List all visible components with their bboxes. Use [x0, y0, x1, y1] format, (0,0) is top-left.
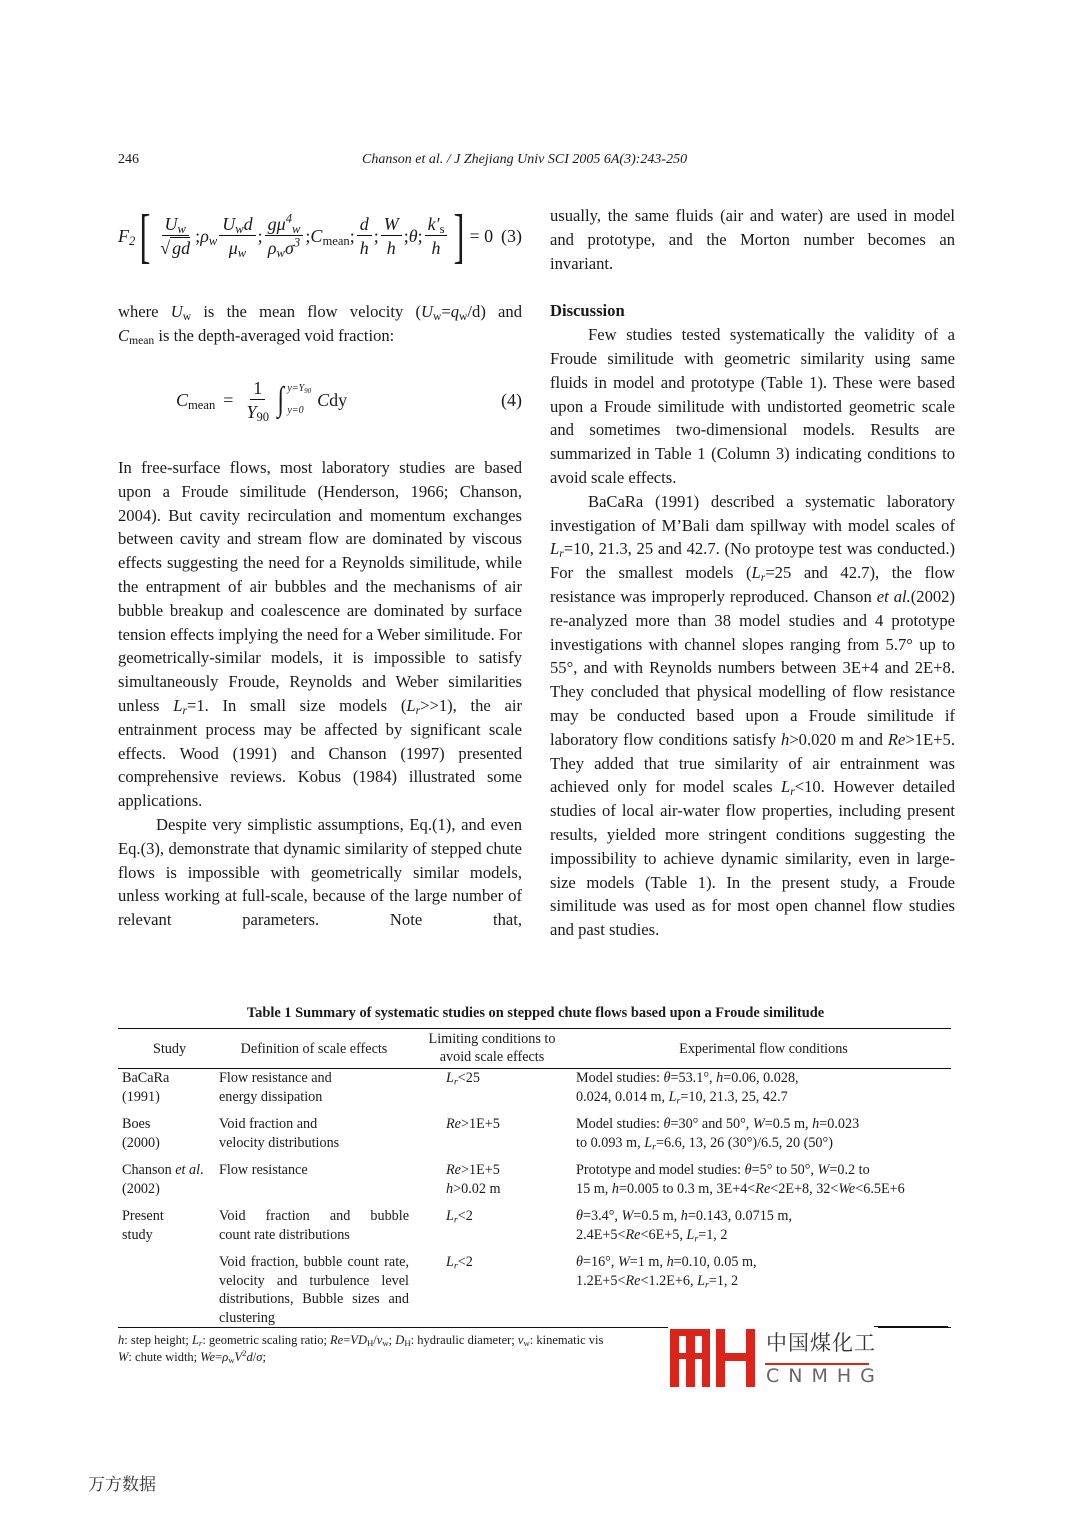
- eq3-function: [118, 226, 135, 247]
- sym: h: [680, 1208, 688, 1224]
- footnote-line: [118, 1332, 678, 1349]
- sym: q: [450, 302, 460, 321]
- sym: μ: [228, 237, 238, 258]
- sub: r: [415, 703, 421, 717]
- text: >1E+5: [460, 1116, 500, 1132]
- paragraph-despite: Despite very simplistic assumptions, Eq.(1), and even Eq.(3), demonstrate that dynamic similarity of stepped chute flows is impossible with geometrically similar models, unless working at full-scale, because of the large number of relevant parameters. Note that,: [118, 814, 522, 930]
- text: =0.143, 0.0715 m,: [687, 1208, 793, 1224]
- line: [576, 1226, 951, 1245]
- sym: Re: [446, 1116, 461, 1132]
- text: =3.4°,: [582, 1208, 622, 1224]
- line: [446, 1180, 562, 1199]
- frac-num: d: [357, 213, 372, 236]
- sym: D: [395, 1333, 405, 1347]
- text: 15 m,: [576, 1180, 612, 1197]
- right-bracket: ]: [453, 203, 465, 269]
- cell-conditions: [576, 1115, 951, 1152]
- text: <2: [457, 1254, 473, 1270]
- sym: W: [617, 1254, 630, 1270]
- text: Flow resistance and: [219, 1070, 332, 1086]
- eq3-rhs: = 0: [469, 225, 494, 246]
- sym: L: [191, 1333, 199, 1347]
- eq3-term-dh: [357, 213, 372, 260]
- line: [576, 1272, 951, 1291]
- cell-conditions: [576, 1207, 951, 1244]
- paragraph-froude: [118, 456, 522, 813]
- frac-num: W: [381, 213, 402, 236]
- text: study: [122, 1226, 153, 1243]
- sym: h: [611, 1180, 619, 1197]
- eq3-term-wh: [381, 213, 402, 260]
- sym: gd: [172, 237, 191, 258]
- text: >1E+5: [460, 1162, 500, 1178]
- sub: r: [652, 1140, 656, 1152]
- eq3-theta: θ: [408, 225, 418, 246]
- sym: θ: [576, 1254, 583, 1270]
- sub: r: [453, 1214, 458, 1226]
- text: =: [343, 1333, 351, 1347]
- line: [576, 1134, 951, 1153]
- sub: w: [208, 233, 218, 248]
- cell-definition: [219, 1069, 409, 1106]
- sym: C: [118, 325, 130, 345]
- sym: h: [812, 1116, 820, 1132]
- text: .: [200, 1162, 204, 1178]
- text: >1E+5. They added that true similarity of air entrainment was achieved only for model scales: [550, 729, 955, 797]
- integral-limits: [287, 378, 311, 422]
- text: is the depth-averaged void fraction:: [154, 325, 395, 345]
- footnote-rule-fragment: [874, 1326, 948, 1327]
- section-heading-discussion: Discussion: [550, 301, 625, 321]
- text: (1991): [122, 1088, 160, 1105]
- sym: U: [222, 213, 236, 234]
- equation-3: $F_2$ [ $\frac{U_w}{√ gd}$ ; $\rho_w$ $\frac{U_wd}{\mu_w}$ ; $\frac{g\mu^4_w}{\rho_w\sigma^3}$ ; $C_{mean}$ ; $\frac{d}{h}$ ; $\frac{W}{h}$ ; θ ; $\frac{k'_s}{h}$ ] = 0 (3): [118, 203, 522, 269]
- sub: H: [404, 1338, 411, 1349]
- frac-den: [265, 236, 303, 260]
- text: =0.2 to: [829, 1162, 870, 1178]
- line: [576, 1069, 951, 1088]
- lower-limit: y=0: [287, 405, 304, 416]
- sub: r: [676, 1094, 681, 1106]
- sym: k′: [427, 213, 440, 234]
- sym: C: [310, 225, 323, 246]
- eq3-term-reynolds: [219, 213, 255, 260]
- text: Model studies:: [576, 1070, 664, 1086]
- text: BaCaRa (1991) described a systematic laboratory investigation of M’Bali dam spillway with model scales of: [550, 491, 955, 535]
- sym: θ: [576, 1208, 583, 1224]
- text: >>1), the air entrainment process may be affected by significant scale effects. Wood (1991) and Chanson (1997) presented comprehensive reviews. Kobus (1984) illustrated some applications.: [118, 695, 523, 811]
- cell-limiting: [422, 1115, 562, 1134]
- eq3-rho: [200, 226, 217, 247]
- line: [576, 1207, 951, 1226]
- text: : kinematic vis: [529, 1333, 604, 1347]
- eq3-f: F: [118, 225, 129, 246]
- text: <25: [457, 1070, 480, 1086]
- sub: r: [559, 547, 564, 561]
- line: [576, 1115, 951, 1134]
- frac-num: [219, 213, 255, 236]
- sym: σ: [284, 237, 294, 258]
- text: =5° to 50°,: [751, 1162, 818, 1178]
- frac-den: √ gd: [160, 237, 191, 258]
- footnote-line: [118, 1349, 678, 1366]
- sub: w: [177, 221, 186, 236]
- frac-num: [265, 210, 304, 236]
- sym: L: [644, 1134, 653, 1151]
- text: where: [118, 302, 171, 321]
- sym: h: [446, 1180, 454, 1197]
- eq4-integrand: C: [317, 389, 330, 410]
- sym: V: [234, 1350, 243, 1364]
- sym: L: [446, 1208, 454, 1224]
- line: [122, 1161, 232, 1180]
- sym: W: [817, 1162, 830, 1178]
- sub: r: [182, 703, 187, 717]
- cell-definition: [219, 1115, 409, 1152]
- eq3-term-morton: [265, 210, 304, 260]
- text: <10. However detailed studies of local air-water flow properties, including present results, yielded more stringent conditions suggesting the impossibility to achieve dynamic similarity, even in large-size models (Table 1). In the present study, a Froude similitude was used as for most open channel flow studies and past studies.: [550, 777, 955, 940]
- sym: ν: [376, 1333, 383, 1347]
- upper-limit: [287, 378, 311, 400]
- sym: U: [164, 213, 178, 234]
- sup: 4: [285, 210, 292, 225]
- header-conditions: Experimental flow conditions: [679, 1041, 848, 1057]
- sym: Re: [625, 1272, 641, 1289]
- eq4-number: (4): [501, 389, 522, 410]
- sub: w: [235, 221, 244, 236]
- eq3-number: (3): [501, 225, 522, 246]
- sub: w: [523, 1338, 530, 1349]
- sub: r: [198, 1338, 203, 1349]
- text: Void fraction and: [219, 1116, 318, 1132]
- text: =0.5 m,: [764, 1116, 813, 1132]
- sym: Re: [887, 729, 906, 749]
- mh-logo-icon: [670, 1329, 760, 1387]
- frac-num: [425, 213, 448, 236]
- cell-study: [122, 1161, 232, 1198]
- logo-english-text: CNMHG: [766, 1365, 884, 1387]
- left-column-body: [118, 456, 522, 932]
- cell-limiting: [422, 1253, 562, 1272]
- sub: mean: [129, 333, 155, 347]
- text: Chanson: [122, 1162, 176, 1178]
- sym: d: [243, 213, 253, 234]
- text: /d) and: [467, 302, 523, 321]
- line: [576, 1088, 951, 1107]
- line: [576, 1161, 951, 1180]
- sub: r: [453, 1076, 458, 1088]
- running-head: Chanson et al. / J Zhejiang Univ SCI 2005 6A(3):243-250: [362, 152, 688, 167]
- eq3-cmean: [310, 226, 349, 247]
- text: =10, 21.3, 25 and 42.7. (No protoype test was conducted.) For the smallest models (: [550, 539, 955, 583]
- sym: Re: [446, 1162, 461, 1178]
- text: y=Y: [287, 383, 305, 394]
- sym: V: [350, 1333, 358, 1347]
- paragraph-bacara: [550, 490, 955, 942]
- frac-den: [226, 236, 249, 260]
- sym: L: [446, 1254, 454, 1270]
- wanfang-watermark: 万方数据: [88, 1475, 156, 1495]
- sym: C: [176, 389, 189, 410]
- text: : step height;: [124, 1333, 192, 1347]
- sym: ν: [517, 1333, 524, 1347]
- frac-den: [243, 400, 272, 424]
- sym: σ: [256, 1350, 263, 1364]
- sym: U: [170, 302, 183, 321]
- sym: L: [173, 695, 183, 715]
- frac-den: h: [386, 237, 396, 258]
- cell-limiting: [422, 1207, 562, 1226]
- text: /: [373, 1333, 377, 1347]
- sym: ρ: [222, 1350, 229, 1364]
- sub: r: [453, 1260, 458, 1272]
- sub: mean: [322, 233, 350, 248]
- sym: θ: [663, 1070, 671, 1086]
- text: : geometric scaling ratio;: [202, 1333, 331, 1347]
- line: [446, 1161, 562, 1180]
- text: =1, 2: [698, 1226, 728, 1243]
- sym: We: [200, 1350, 216, 1364]
- sup: 3: [293, 234, 301, 249]
- text: =10, 21.3, 25, 42.7: [680, 1088, 788, 1105]
- sym: ρ: [267, 237, 277, 258]
- text: Boes: [122, 1116, 151, 1132]
- text: =0.10, 0.05 m,: [673, 1254, 757, 1270]
- sym: h: [666, 1254, 674, 1270]
- line: [576, 1253, 951, 1272]
- cell-limiting: [422, 1161, 562, 1198]
- text: In free-surface flows, most laboratory studies are based upon a Froude similitude (Henderson, 1966; Chanson, 2004). But cavity recirculation and momentum exchanges between cavity and stream flow are dominated by viscous effects suggesting the need for a Reynolds similitude, while the entrapment of air bubbles and the mechanisms of air bubble breakup and coalescence are dominated by surface tension effects implying the need for a Weber similitude. For geometrically-similar models, it is impossible to satisfy simultaneously Froude, Reynolds and Weber similarities unless: [118, 458, 522, 715]
- sym: μ: [276, 213, 286, 234]
- sub: w: [237, 245, 247, 260]
- text: <2E+8, 32<: [770, 1180, 839, 1197]
- sub: r: [704, 1278, 709, 1290]
- text: et al.: [876, 586, 911, 606]
- left-bracket: [: [139, 203, 151, 269]
- sym: h: [118, 1333, 125, 1347]
- eq3-f-sub: 2: [129, 233, 136, 248]
- text: =1 m,: [629, 1254, 667, 1270]
- equation-4: [118, 372, 522, 428]
- sym: W: [752, 1116, 765, 1132]
- frac-num: 1: [250, 377, 265, 400]
- text: : hydraulic diameter;: [410, 1333, 518, 1347]
- cell-definition: [219, 1207, 409, 1244]
- sub: w: [459, 309, 468, 323]
- line: [576, 1180, 951, 1199]
- table-footnote: [118, 1332, 678, 1366]
- sym: Re: [755, 1180, 771, 1197]
- integral-sign: ∫: [277, 381, 284, 418]
- text: (2002) re-analyzed more than 38 model studies and 4 prototype investigations with channel slopes ranging from 5.7° up to 55°, and with Reynolds numbers between 3E+4 and 2E+8. They concluded that physical modelling of flow resistance may be conducted based upon a Froude similitude if laboratory flow conditions satisfy: [550, 586, 955, 749]
- table-top-rule: [118, 1028, 951, 1029]
- cmean-line: [118, 324, 522, 348]
- text: =53.1°,: [670, 1070, 717, 1086]
- frac-den: h: [431, 237, 441, 258]
- text: <6E+5,: [640, 1226, 687, 1243]
- sym: ρ: [200, 225, 209, 246]
- text: =1, 2: [708, 1272, 739, 1289]
- sym: L: [697, 1272, 705, 1289]
- paragraph-continuation: usually, the same fluids (air and water) are used in model and prototype, and the Morton number becomes an invariant.: [550, 206, 955, 273]
- right-column: [550, 204, 955, 942]
- sym: h: [716, 1070, 724, 1086]
- text: (2000): [122, 1134, 160, 1151]
- sub: mean: [188, 397, 216, 412]
- text: =: [215, 1350, 223, 1364]
- text: =0.5 m,: [633, 1208, 681, 1224]
- cell-conditions: [576, 1161, 951, 1198]
- cell-conditions: [576, 1253, 951, 1290]
- sym: Re: [330, 1333, 344, 1347]
- cell-conditions: [576, 1069, 951, 1106]
- cell-study: [122, 1207, 217, 1244]
- sub: 90: [304, 386, 312, 395]
- eq3-term-ksh: [425, 213, 448, 260]
- sym: We: [838, 1180, 856, 1197]
- sym: L: [446, 1070, 454, 1086]
- text: Present: [122, 1208, 164, 1224]
- sym: h: [781, 729, 790, 749]
- sub: 90: [256, 409, 270, 424]
- sub: r: [694, 1232, 699, 1244]
- sym: g: [267, 213, 277, 234]
- text: velocity distributions: [219, 1134, 340, 1151]
- eq3-term-froude: [157, 213, 193, 260]
- cell-study: [122, 1115, 217, 1152]
- cell-study: [122, 1069, 217, 1106]
- logo-chinese-text: 中国煤化工: [766, 1331, 876, 1355]
- text: (2002): [122, 1180, 160, 1197]
- header-definition: Definition of scale effects: [240, 1041, 388, 1057]
- text: ;: [262, 1350, 266, 1364]
- sym: L: [550, 539, 560, 559]
- sub: w: [276, 245, 285, 260]
- eq4-fraction: [243, 377, 272, 424]
- cell-definition: Flow resistance: [219, 1162, 308, 1178]
- paragraph-few-studies: Few studies tested systematically the validity of a Froude similitude with geometric similarity using same fluids in model and prototype (Table 1). These were based upon a Froude similitude with undistorted geometric scale and sometimes two-dimensional models. Results are summarized in Table 1 (Column 3) indicating conditions to avoid scale effects.: [550, 325, 955, 487]
- sub: w: [182, 309, 192, 323]
- sym: Y: [246, 401, 257, 422]
- sym: W: [621, 1208, 634, 1224]
- sym: U: [421, 302, 433, 321]
- sup: 2: [242, 1347, 247, 1358]
- text: count rate distributions: [219, 1226, 350, 1243]
- text: 1.2E+5<: [576, 1272, 626, 1289]
- text: =0.06, 0.028,: [723, 1070, 799, 1086]
- text: Model studies:: [576, 1116, 664, 1132]
- sym: L: [668, 1088, 677, 1105]
- text: =25 and 42.7), the flow resistance was improperly reproduced. Chanson: [550, 563, 955, 606]
- sym: L: [686, 1226, 695, 1243]
- eq4-lhs: [176, 390, 215, 411]
- text: =0.023: [819, 1116, 860, 1132]
- text: =30° and 50°,: [670, 1116, 753, 1132]
- sym: L: [406, 695, 416, 715]
- sub: r: [760, 571, 766, 585]
- sym: L: [780, 777, 791, 797]
- text: <2: [457, 1208, 473, 1224]
- cell-limiting: [422, 1069, 562, 1088]
- sub: H: [366, 1338, 374, 1349]
- where-line: [118, 300, 522, 324]
- text: =16°,: [582, 1254, 618, 1270]
- text: to 0.093 m,: [576, 1134, 645, 1151]
- cnmhg-watermark-logo: [668, 1325, 884, 1387]
- text: ;: [388, 1333, 396, 1347]
- text: et al: [175, 1162, 201, 1178]
- text: is the mean flow velocity (: [191, 302, 421, 321]
- text: /: [252, 1350, 257, 1364]
- cell-definition: Void fraction, bubble count rate, velocity and turbulence level distributions, Bubble sizes and clustering: [219, 1254, 409, 1326]
- frac-num: [162, 213, 189, 236]
- text: <1.2E+6,: [640, 1272, 698, 1289]
- sub: w: [382, 1338, 389, 1349]
- eq4-equals: =: [223, 389, 234, 410]
- sym: D: [357, 1333, 367, 1347]
- sub: w: [228, 1355, 235, 1366]
- text: >0.02 m: [453, 1180, 501, 1197]
- table-caption: Table 1 Summary of systematic studies on stepped chute flows based upon a Froude similitude: [246, 1005, 825, 1021]
- sym: d: [246, 1350, 253, 1364]
- sym: L: [751, 563, 761, 583]
- sym: θ: [663, 1116, 671, 1132]
- sub: s: [439, 221, 445, 236]
- header-study: Study: [152, 1041, 187, 1057]
- text: 2.4E+5<: [576, 1226, 626, 1243]
- text: <6.5E+6: [855, 1180, 905, 1197]
- eq4-dy: dy: [329, 389, 348, 410]
- text: 0.024, 0.014 m,: [576, 1088, 669, 1105]
- frac-den: h: [359, 237, 369, 258]
- sub: r: [790, 785, 795, 799]
- page-number: 246: [118, 152, 139, 167]
- text: energy dissipation: [219, 1088, 323, 1105]
- text: =6.6, 13, 26 (30°)/6.5, 20 (50°): [655, 1134, 833, 1151]
- text: : chute width;: [128, 1350, 201, 1364]
- sub: w: [292, 221, 301, 236]
- text: BaCaRa: [122, 1070, 170, 1086]
- text: Prototype and model studies:: [576, 1162, 745, 1178]
- sym: θ: [744, 1162, 752, 1178]
- sym: Re: [625, 1226, 641, 1243]
- where-paragraph: [118, 300, 522, 348]
- sub: w: [432, 309, 442, 323]
- text: =: [441, 302, 451, 321]
- text: =1. In small size models (: [186, 695, 407, 715]
- header-limiting: Limiting conditions to avoid scale effects: [428, 1031, 556, 1065]
- text: =0.005 to 0.3 m, 3E+4<: [618, 1180, 756, 1197]
- sym: W: [118, 1350, 129, 1364]
- text: >0.020 m and: [789, 729, 888, 749]
- text: Void fraction and bubble: [219, 1208, 409, 1224]
